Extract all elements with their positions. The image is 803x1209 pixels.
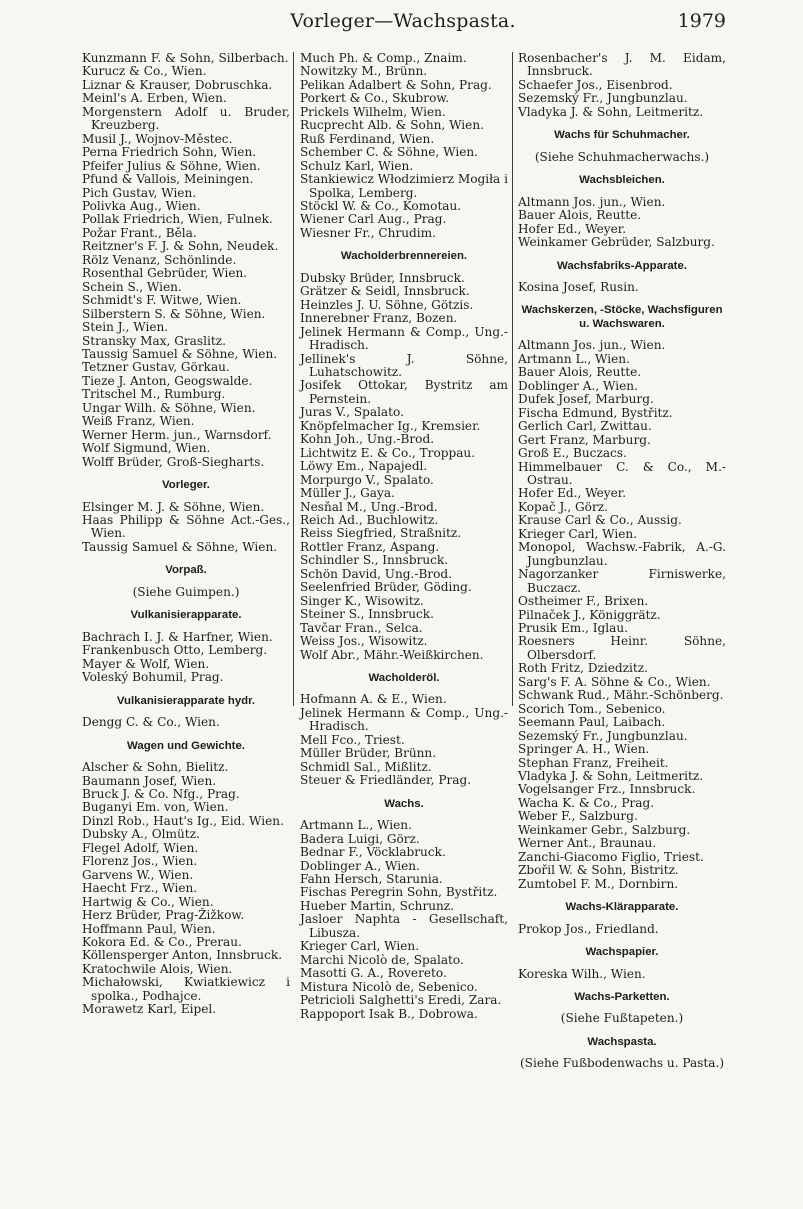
directory-entry: Groß E., Buczacs.	[518, 446, 627, 461]
directory-entry: Altmann Jos. jun., Wien.	[518, 338, 666, 353]
directory-entry: Josifek Ottokar, Bystritz am Pernstein.	[300, 378, 508, 406]
directory-entry: Musil J., Wojnov-Městec.	[82, 131, 233, 146]
directory-entry: Zanchi-Giacomo Figlio, Triest.	[518, 849, 704, 864]
directory-entry: Michałowski, Kwiatkiewicz i spolka., Podhajce.	[82, 975, 290, 1003]
directory-entry: Much Ph. & Comp., Znaim.	[300, 51, 467, 65]
directory-entry: Baumann Josef, Wien.	[82, 773, 217, 788]
directory-entry: Hofer Ed., Weyer.	[518, 221, 627, 236]
directory-entry: Weiß Franz, Wien.	[82, 414, 195, 429]
directory-entry: Schulz Karl, Wien.	[300, 158, 414, 173]
directory-entry: Tieze J. Anton, Geogswalde.	[82, 373, 253, 388]
directory-entry: Prokop Jos., Friedland.	[518, 921, 659, 936]
directory-entry: Morgenstern Adolf u. Bruder, Kreuzberg.	[82, 104, 290, 133]
directory-entry: Haas Philipp & Söhne Act.-Ges., Wien.	[82, 513, 290, 541]
directory-entry: Bednar F., Vöcklabruck.	[300, 845, 446, 860]
section-heading: Wacholderbrennereien.	[340, 250, 468, 263]
directory-entry: Rucprecht Alb. & Sohn, Wien.	[300, 118, 484, 133]
directory-entry: Fahn Hersch, Starunia.	[300, 871, 443, 886]
cross-reference-note: (Siehe Guimpen.)	[132, 584, 240, 599]
directory-entry: Dubsky A., Olmütz.	[82, 827, 200, 842]
directory-entry: Badera Luigi, Görz.	[300, 831, 420, 846]
directory-entry: Artmann L., Wien.	[300, 818, 412, 833]
directory-entry: Zumtobel F. M., Dornbirn.	[518, 876, 679, 891]
directory-entry: Weinkamer Gebrüder, Salzburg.	[518, 235, 715, 250]
section-heading: Vulkanisierapparate.	[130, 609, 242, 622]
column-3	[518, 51, 726, 1071]
directory-entry: Stankiewicz Włodzimierz Mogiła i Spolka, Lemberg.	[300, 172, 508, 200]
directory-entry: Gerlich Carl, Zwittau.	[518, 419, 652, 434]
directory-entry: Garvens W., Wien.	[82, 867, 194, 882]
column-divider-1	[293, 52, 294, 706]
directory-entry: Lichtwitz E. & Co., Troppau.	[300, 445, 476, 460]
directory-entry: Schön David, Ung.-Brod.	[300, 566, 452, 581]
section-heading: Wachsfabriks-Apparate.	[557, 259, 687, 272]
page-title: Vorleger—Wachspasta.	[290, 10, 516, 32]
directory-entry: Kopač J., Görz.	[518, 499, 608, 514]
directory-entry: Gert Franz, Marburg.	[518, 432, 651, 447]
directory-entry: Tetzner Gustav, Görkau.	[82, 360, 230, 375]
section-heading: Wachspasta.	[587, 1035, 657, 1048]
directory-entry: Morpurgo V., Spalato.	[300, 472, 434, 487]
section-heading: Wachs-Parketten.	[574, 990, 670, 1003]
section-heading: Wachspapier.	[585, 946, 659, 959]
directory-entry: Polivka Aug., Wien.	[82, 198, 201, 213]
directory-entry: Ruß Ferdinand, Wien.	[300, 131, 435, 146]
section-heading: Wagen und Gewichte.	[127, 739, 245, 752]
section-heading: Wachs-Klärapparate.	[565, 901, 679, 914]
directory-entry: Mell Fco., Triest.	[300, 732, 405, 747]
directory-entry: Marchi Nicolò de, Spalato.	[300, 952, 464, 967]
directory-entry: Taussig Samuel & Söhne, Wien.	[82, 539, 278, 554]
directory-entry: Kohn Joh., Ung.-Brod.	[300, 432, 435, 447]
directory-entry: Petricioli Salghetti's Eredi, Zara.	[300, 993, 502, 1008]
directory-entry: Zbořil W. & Sohn, Bistritz.	[518, 863, 679, 878]
directory-entry: Rosenthal Gebrüder, Wien.	[82, 266, 248, 281]
directory-entry: Müller Brüder, Brünn.	[300, 746, 437, 761]
directory-entry: Weinkamer Gebr., Salzburg.	[518, 822, 691, 837]
directory-entry: Pfund & Vallois, Meiningen.	[82, 172, 254, 187]
directory-entry: Jelinek Hermann & Comp., Ung.-Hradisch.	[300, 324, 508, 353]
section-heading: Wachs.	[384, 797, 424, 810]
directory-entry: Vogelsanger Frz., Innsbruck.	[518, 782, 696, 797]
directory-entry: Himmelbauer C. & Co., M.-Ostrau.	[518, 459, 726, 488]
directory-entry: Doblinger A., Wien.	[300, 858, 420, 873]
directory-entry: Silberstern S. & Söhne, Wien.	[82, 306, 266, 321]
directory-entry: Hueber Martin, Schrunz.	[300, 898, 455, 913]
directory-entry: Schein S., Wien.	[82, 279, 182, 294]
directory-entry: Schmidt's F. Witwe, Wien.	[82, 293, 242, 308]
directory-entry: Bruck J. & Co. Nfg., Prag.	[82, 786, 240, 801]
directory-entry: Taussig Samuel & Söhne, Wien.	[82, 346, 278, 361]
directory-entry: Hartwig & Co., Wien.	[82, 894, 214, 909]
directory-entry: Monopol, Wachsw.-Fabrik, A.-G. Jungbunzlau.	[518, 540, 726, 568]
directory-entry: Kratochwile Alois, Wien.	[82, 961, 233, 976]
directory-entry: Wiener Carl Aug., Prag.	[300, 212, 447, 227]
directory-entry: Müller J., Gaya.	[300, 486, 395, 501]
directory-entry: Wolf Abr., Mähr.-Weißkirchen.	[300, 647, 484, 662]
directory-entry: Hofmann A. & E., Wien.	[300, 692, 447, 707]
directory-entry: Pfeifer Julius & Söhne, Wien.	[82, 158, 261, 173]
section-heading: Wachsbleichen.	[579, 174, 665, 187]
directory-entry: Voleský Bohumil, Prag.	[82, 670, 224, 685]
directory-entry: Mistura Nicolò de, Sebenico.	[300, 979, 478, 994]
directory-entry: Wolf Sigmund, Wien.	[82, 441, 211, 456]
directory-entry: Bauer Alois, Reutte.	[518, 365, 642, 380]
directory-entry: Seemann Paul, Laibach.	[518, 715, 666, 730]
directory-entry: Dufek Josef, Marburg.	[518, 392, 654, 407]
directory-entry: Fischa Edmund, Bystřitz.	[518, 405, 673, 420]
section-heading: Vorpaß.	[165, 564, 207, 577]
directory-entry: Elsinger M. J. & Söhne, Wien.	[82, 499, 265, 514]
directory-entry: Dinzl Rob., Haut's Ig., Eid. Wien.	[82, 813, 284, 828]
directory-entry: Löwy Em., Napajedl.	[300, 459, 428, 474]
directory-entry: Rappoport Isak B., Dobrowa.	[300, 1006, 478, 1021]
directory-entry: Kosina Josef, Rusin.	[518, 280, 639, 295]
directory-entry: Haecht Frz., Wien.	[82, 881, 198, 896]
directory-entry: Sezemský Fr., Jungbunzlau.	[518, 728, 688, 743]
directory-entry: Dengg C. & Co., Wien.	[82, 715, 220, 730]
directory-entry: Morawetz Karl, Eipel.	[82, 1002, 217, 1017]
directory-entry: Prickels Wilhelm, Wien.	[300, 104, 446, 119]
directory-entry: Artmann L., Wien.	[518, 351, 630, 366]
directory-entry: Nagorzanker Firniswerke, Buczacz.	[518, 567, 726, 595]
directory-entry: Frankenbusch Otto, Lemberg.	[82, 643, 268, 658]
directory-entry: Heinzles J. U. Söhne, Götzis.	[300, 297, 474, 312]
directory-entry: Herz Brüder, Prag-Žižkow.	[82, 908, 245, 923]
directory-entry: Stöckl W. & Co., Komotau.	[300, 198, 462, 213]
directory-entry: Singer K., Wisowitz.	[300, 593, 424, 608]
directory-entry: Florenz Jos., Wien.	[82, 854, 198, 869]
directory-entry: Reiss Siegfried, Straßnitz.	[300, 526, 462, 541]
directory-entry: Liznar & Krauser, Dobruschka.	[82, 77, 273, 92]
directory-entry: Jasloer Naphta - Gesellschaft, Libusza.	[300, 912, 508, 940]
directory-entry: Schwank Rud., Mähr.-Schönberg.	[518, 688, 724, 703]
directory-entry: Werner Herm. jun., Warnsdorf.	[82, 427, 272, 442]
directory-columns	[82, 52, 726, 1202]
section-heading: Wachskerzen, -Stöcke, Wachsfiguren u. Wachswaren.	[521, 304, 723, 330]
directory-entry: Vladyka J. & Sohn, Leitmeritz.	[518, 104, 704, 119]
directory-entry: Roth Fritz, Dziedzitz.	[518, 661, 648, 676]
page-number: 1979	[677, 10, 726, 32]
directory-entry: Masotti G. A., Rovereto.	[300, 966, 447, 981]
directory-entry: Krieger Carl, Wien.	[300, 939, 420, 954]
directory-entry: Rölz Venanz, Schönlinde.	[82, 252, 237, 267]
directory-entry: Reich Ad., Buchlowitz.	[300, 513, 439, 527]
directory-entry: Koreska Wilh., Wien.	[518, 966, 646, 981]
directory-entry: Krieger Carl, Wien.	[518, 526, 638, 541]
directory-entry: Wacha K. & Co., Prag.	[518, 795, 655, 810]
directory-entry: Reitzner's F. J. & Sohn, Neudek.	[82, 239, 279, 254]
directory-entry: Wiesner Fr., Chrudim.	[300, 225, 436, 240]
directory-entry: Seelenfried Brüder, Göding.	[300, 580, 472, 595]
directory-entry: Meinl's A. Erben, Wien.	[82, 91, 227, 106]
directory-entry: Kurucz & Co., Wien.	[82, 64, 207, 79]
section-heading: Vulkanisierapparate hydr.	[116, 694, 256, 707]
directory-entry: Kunzmann F. & Sohn, Silberbach.	[82, 51, 289, 65]
directory-entry: Dubsky Brüder, Innsbruck.	[300, 270, 465, 285]
directory-entry: Hoffmann Paul, Wien.	[82, 921, 216, 936]
directory-entry: Stransky Max, Graslitz.	[82, 333, 226, 348]
directory-entry: Sezemský Fr., Jungbunzlau.	[518, 91, 688, 106]
directory-entry: Buganyi Em. von, Wien.	[82, 800, 229, 815]
cross-reference-note: (Siehe Fußtapeten.)	[560, 1011, 684, 1026]
column-2	[300, 51, 508, 1021]
directory-entry: Innerebner Franz, Bozen.	[300, 311, 458, 326]
directory-entry: Scorich Tom., Sebenico.	[518, 701, 666, 716]
cross-reference-note: (Siehe Schuhmacherwachs.)	[534, 149, 710, 164]
directory-entry: Alscher & Sohn, Bielitz.	[82, 760, 229, 775]
directory-entry: Pelikan Adalbert & Sohn, Prag.	[300, 77, 492, 92]
directory-entry: Stephan Franz, Freiheit.	[518, 755, 669, 770]
directory-entry: Prusik Em., Iglau.	[518, 621, 629, 635]
directory-entry: Rosenbacher's J. M. Eidam, Innsbruck.	[518, 51, 726, 79]
directory-entry: Köllensperger Anton, Innsbruck.	[82, 948, 283, 963]
directory-entry: Kokora Ed. & Co., Prerau.	[82, 934, 242, 949]
directory-entry: Bauer Alois, Reutte.	[518, 208, 642, 223]
directory-entry: Wolff Brüder, Groß-Siegharts.	[82, 454, 265, 469]
directory-entry: Požar Frant., Běla.	[82, 225, 197, 240]
directory-entry: Tritschel M., Rumburg.	[82, 387, 226, 402]
directory-entry: Pilnaček J., Königgrätz.	[518, 607, 661, 622]
directory-entry: Perna Friedrich Sohn, Wien.	[82, 145, 257, 160]
directory-entry: Pollak Friedrich, Wien, Fulnek.	[82, 212, 273, 227]
directory-entry: Schember C. & Söhne, Wien.	[300, 145, 478, 160]
section-heading: Vorleger.	[162, 479, 210, 492]
directory-entry: Pich Gustav, Wien.	[82, 185, 197, 200]
directory-entry: Porkert & Co., Skubrow.	[300, 91, 450, 106]
directory-entry: Schmidl Sal., Mißlitz.	[300, 759, 432, 774]
directory-entry: Fischas Peregrin Sohn, Bystřitz.	[300, 885, 498, 900]
directory-entry: Jellinek's J. Söhne, Luhatschowitz.	[300, 351, 508, 380]
directory-entry: Bachrach I. J. & Harfner, Wien.	[82, 629, 273, 644]
directory-entry: Ungar Wilh. & Söhne, Wien.	[82, 400, 256, 415]
page-header	[80, 10, 726, 36]
section-heading: Wachs für Schuhmacher.	[554, 129, 690, 142]
directory-entry: Vladyka J. & Sohn, Leitmeritz.	[518, 768, 704, 783]
directory-entry: Juras V., Spalato.	[300, 405, 404, 420]
directory-entry: Werner Ant., Braunau.	[518, 836, 657, 851]
cross-reference-note: (Siehe Fußbodenwachs u. Pasta.)	[519, 1056, 725, 1071]
directory-entry: Steiner S., Innsbruck.	[300, 607, 434, 622]
directory-entry: Rottler Franz, Aspang.	[300, 539, 440, 554]
directory-entry: Roesners Heinr. Söhne, Olbersdorf.	[518, 634, 726, 662]
directory-entry: Doblinger A., Wien.	[518, 378, 638, 393]
directory-entry: Schindler S., Innsbruck.	[300, 553, 449, 568]
directory-entry: Hofer Ed., Weyer.	[518, 486, 627, 501]
directory-entry: Nesňal M., Ung.-Brod.	[300, 499, 438, 514]
section-heading: Wacholderöl.	[368, 671, 440, 684]
directory-entry: Jelinek Hermann & Comp., Ung.-Hradisch.	[300, 705, 508, 734]
directory-entry: Knöpfelmacher Ig., Kremsier.	[300, 418, 481, 433]
directory-entry: Nowitzky M., Brünn.	[300, 64, 428, 79]
directory-entry: Weiss Jos., Wisowitz.	[300, 634, 428, 649]
directory-entry: Mayer & Wolf, Wien.	[82, 656, 210, 671]
directory-entry: Stein J., Wien.	[82, 320, 169, 335]
directory-entry: Schaefer Jos., Eisenbrod.	[518, 77, 673, 92]
column-1	[82, 51, 290, 1017]
directory-entry: Sarg's F. A. Söhne & Co., Wien.	[518, 674, 711, 689]
directory-entry: Grätzer & Seidl, Innsbruck.	[300, 284, 470, 299]
directory-entry: Krause Carl & Co., Aussig.	[518, 513, 682, 528]
directory-entry: Ostheimer F., Brixen.	[518, 594, 649, 609]
directory-entry: Steuer & Friedländer, Prag.	[300, 773, 472, 788]
directory-entry: Springer A. H., Wien.	[518, 742, 650, 757]
column-divider-2	[512, 52, 513, 706]
directory-entry: Altmann Jos. jun., Wien.	[518, 194, 666, 209]
directory-entry: Weber F., Salzburg.	[518, 809, 638, 824]
directory-entry: Tavčar Fran., Selca.	[300, 620, 423, 635]
directory-entry: Flegel Adolf, Wien.	[82, 840, 199, 855]
